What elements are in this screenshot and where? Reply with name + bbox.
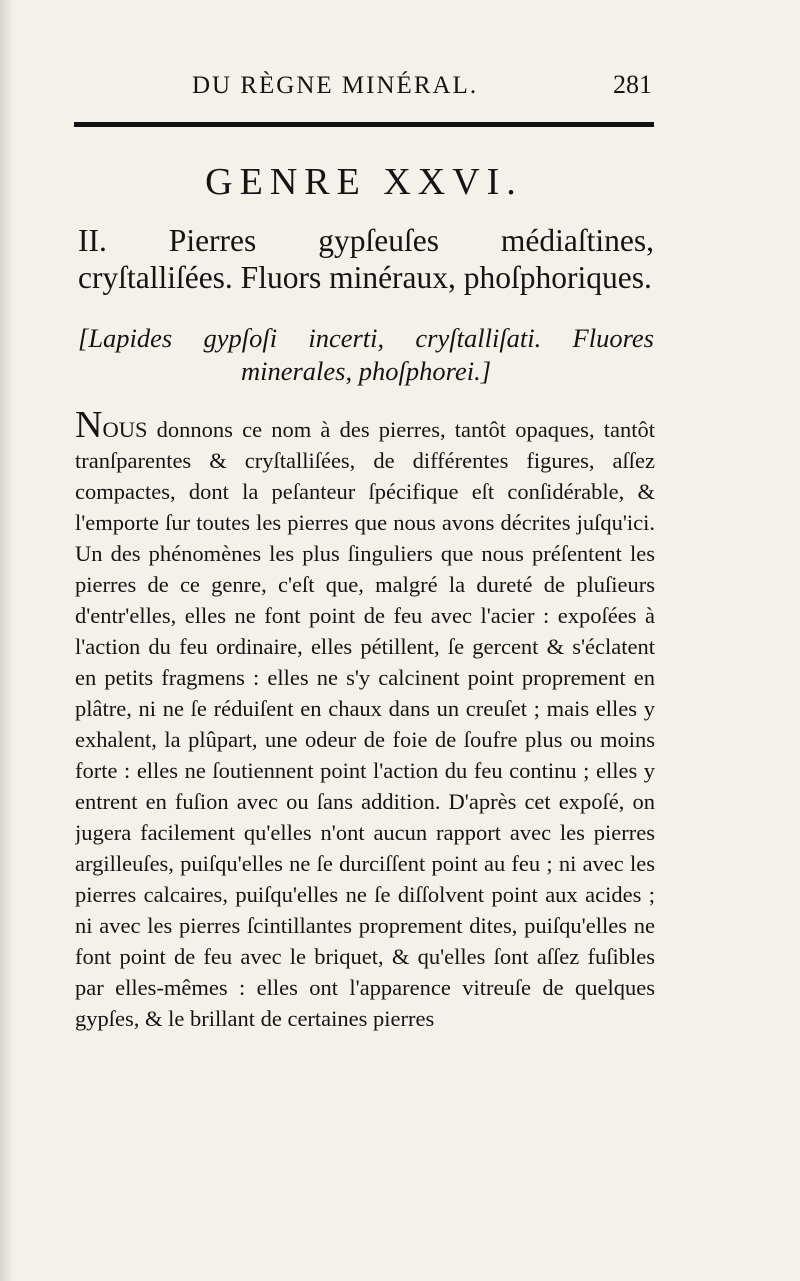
section-heading: II. Pierres gypſeuſes médiaſtines, cryſtalliſées. Fluors minéraux, phoſphoriques. xyxy=(78,223,654,295)
header-rule xyxy=(74,122,654,127)
drop-cap: N xyxy=(75,410,103,446)
genre-title: GENRE XXVI. xyxy=(205,161,523,203)
running-title: DU RÈGNE MINÉRAL. xyxy=(192,72,479,99)
page-edge-shadow xyxy=(0,0,14,1281)
body-paragraph xyxy=(75,410,655,1190)
running-head xyxy=(192,68,652,108)
latin-heading: [Lapides gypſoſi incerti, cryſtalliſati. Fluores minerales, phoſphorei.] xyxy=(78,323,654,386)
page-number: 281 xyxy=(613,70,652,99)
body-text: OUS donnons ce nom à des pierres, tantôt opaques, tantôt tranſparentes & cryſtalliſées, de différentes figures, aſſez compactes, dont la peſanteur ſpécifique eſt conſidérable, & l'emporte ſur toutes les pierres que nous avons décrites juſqu'ici. Un des phénomènes les plus ſinguliers que nous préſentent les pierres de ce genre, c'eſt que, malgré la dureté de pluſieurs d'entr'elles, elles ne font point de feu avec l'acier : expoſées à l'action du feu ordinaire, elles pétillent, ſe gercent & s'éclatent en petits fragmens : elles ne s'y calcinent point proprement en plâtre, ni ne ſe réduiſent en chaux dans un creuſet ; mais elles y exhalent, la plûpart, une odeur de foie de ſoufre plus ou moins forte : elles ne ſoutiennent point l'action du feu continu ; elles y entrent en fuſion avec ou ſans addition. D'après cet expoſé, on jugera facilement qu'elles n'ont aucun rapport avec les pierres argilleuſes, puiſqu'elles ne ſe durciſſent point au feu ; ni avec les pierres calcaires, puiſqu'elles ne ſe diſſolvent point aux acides ; ni avec les pierres ſcintillantes proprement dites, puiſqu'elles ne font point de feu avec le briquet, & qu'elles ſont aſſez fuſibles par elles-mêmes : elles ont l'apparence vitreuſe de quelques gypſes, & le brillant de certaines pierres xyxy=(75,417,655,1031)
